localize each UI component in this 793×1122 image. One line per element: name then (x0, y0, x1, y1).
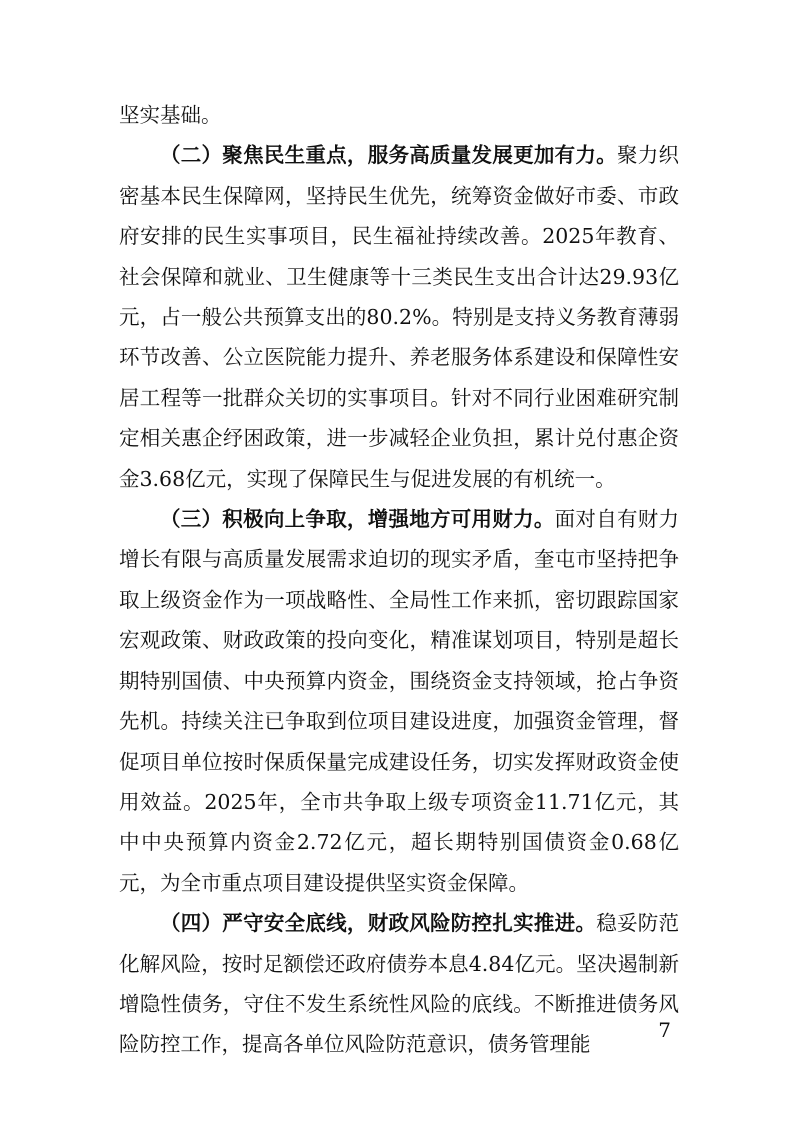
paragraph-heading: （三）积极向上争取，增强地方可用财力。 (160, 507, 555, 532)
paragraph-text: 聚力织密基本民生保障网，坚持民生优先，统筹资金做好市委、市政府安排的民生实事项目，民生福祉持续改善。2025年教育、社会保障和就业、卫生健康等十三类民生支出合计达29.93亿元，占一般公共预算支出的80.2%。特别是支持义务教育薄弱环节改善、公立医院能力提升、养老服务体系建设和保障性安居工程等一批群众关切的实事项目。针对不同行业困难研究制定相关惠企纾困政策，进一步减轻企业负担，累计兑付惠企资金3.68亿元，实现了保障民生与促进发展的有机统一。 (119, 143, 680, 491)
paragraph-text: 稳妥防范化解风险，按时足额偿还政府债券本息4.84亿元。坚决遏制新增隐性债务，守住不发生系统性风险的底线。不断推进债务风险防控工作，提高各单位风险防范意识，债务管理能 (119, 911, 679, 1057)
document-body (119, 95, 679, 1065)
paragraph-text: 坚实基础。 (119, 103, 222, 127)
paragraph-heading: （二）聚焦民生重点，服务高质量发展更加有力。 (160, 143, 617, 168)
page-number: 7 (658, 1018, 671, 1042)
paragraph-heading: （四）严守安全底线，财政风险防控扎实推进。 (160, 911, 597, 936)
paragraph-funding (119, 499, 679, 903)
paragraph-continuation (119, 95, 679, 135)
paragraph-livelihood (119, 135, 679, 499)
paragraph-text: 面对自有财力增长有限与高质量发展需求迫切的现实矛盾，奎屯市坚持把争取上级资金作为一项战略性、全局性工作来抓，密切跟踪国家宏观政策、财政政策的投向变化，精准谋划项目，特别是超长期特别国债、中央预算内资金，围绕资金支持领域，抢占争资先机。持续关注已争取到位项目建设进度，加强资金管理，督促项目单位按时保质保量完成建设任务，切实发挥财政资金使用效益。2025年，全市共争取上级专项资金11.71亿元，其中中央预算内资金2.72亿元，超长期特别国债资金0.68亿元，为全市重点项目建设提供坚实资金保障。 (119, 507, 680, 895)
